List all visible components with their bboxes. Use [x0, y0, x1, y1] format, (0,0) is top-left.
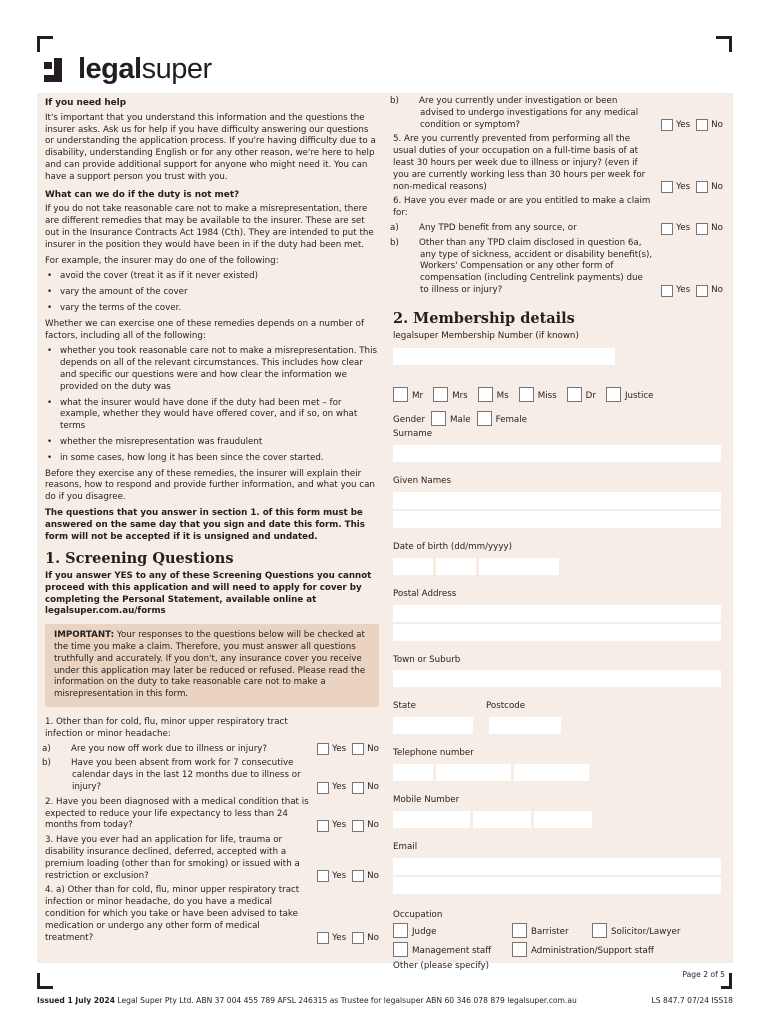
question-2 — [45, 797, 379, 832]
title-option-mrs[interactable]: Mrs — [433, 387, 468, 402]
question-text: Other than any TPD claim disclosed in question 6a, any type of sickness, accident or disability benefit(s), Workers' Compensation or any other form of compensation (including Centrelink payments) due to illness or injury? — [419, 237, 653, 295]
no-checkbox[interactable] — [352, 820, 364, 832]
before-paragraph: Before they exercise any of these remedies, the insurer will explain their reasons, how to respond and provide further information, and what you can do if you disagree. — [45, 468, 375, 503]
question-text: Have you been absent from work for 7 consecutive calendar days in the last 12 months due to illness or injury? — [71, 758, 301, 793]
title-checkbox[interactable] — [519, 387, 534, 402]
mobile-part-2[interactable] — [473, 811, 531, 828]
gender-checkbox[interactable] — [431, 411, 446, 426]
question-text: 1. Other than for cold, flu, minor upper respiratory tract infection or minor headache: — [45, 717, 288, 739]
right-column — [390, 96, 723, 1016]
yes-no-options: Yes No — [317, 820, 379, 832]
legalsuper-logo — [44, 53, 212, 86]
list-item: • whether you took reasonable care not to make a misrepresentation. This depends on all of the relevant circumstances. This includes how clear and specific our questions were and how clear the information we provided on the duty was — [45, 346, 379, 393]
town-suburb-input[interactable] — [393, 670, 721, 687]
postcode-label: Postcode — [486, 701, 526, 712]
duty-paragraph: If you do not take reasonable care not to make a misrepresentation, there are different remedies that may be available to the insurer. These are set out in the Insurance Contracts Act 1984 (Cth). They are intended to put the insurer in the position they would have been in if the duty had been met. — [45, 204, 374, 250]
title-option-ms[interactable]: Ms — [478, 387, 509, 402]
given-names-label: Given Names — [393, 476, 452, 487]
list-item: • vary the amount of the cover — [45, 287, 379, 299]
membership-number-field[interactable] — [393, 348, 723, 365]
title-checkbox[interactable] — [606, 387, 621, 402]
question-3 — [45, 835, 379, 882]
occupation-checkbox[interactable] — [512, 923, 527, 938]
occupation-options — [393, 923, 723, 957]
state-label: State — [393, 701, 416, 712]
title-option-mr[interactable]: Mr — [393, 387, 423, 402]
no-checkbox[interactable] — [352, 932, 364, 944]
question-text: 3. Have you ever had an application for life, trauma or disability insurance declined, deferred, accepted with a premium loading (other than for smoking) or issued with a restriction or exclusion? — [45, 835, 300, 881]
important-label: IMPORTANT: — [54, 630, 115, 641]
membership-number-input[interactable] — [393, 348, 615, 365]
occupation-checkbox[interactable] — [393, 942, 408, 957]
no-checkbox[interactable] — [696, 285, 708, 297]
dob-day-input[interactable] — [393, 558, 433, 575]
no-checkbox[interactable] — [352, 743, 364, 755]
mobile-label: Mobile Number — [393, 794, 460, 805]
yes-checkbox[interactable] — [661, 119, 673, 131]
yes-checkbox[interactable] — [317, 820, 329, 832]
question-6b: b) Other than any TPD claim disclosed in question 6a, any type of sickness, accident or disability benefit(s), Workers' Compensation or any other form of compensation (including Centrelink payments) due to illness or injury? Yes No — [390, 237, 723, 295]
important-notice — [45, 624, 379, 707]
postcode-input[interactable] — [489, 717, 561, 734]
gender-checkbox[interactable] — [477, 411, 492, 426]
document-reference: LS 847.7 07/24 ISS18 — [651, 996, 733, 1005]
important-text: Your responses to the questions below will be checked at the time you make a claim. Therefore, you must answer all questions truthfully and accurately. If you don't, any insurance cover you receive under this application may later be reduced or refused. Please read the information on the duty to take reasonable care not to make a misrepresentation in this form. — [54, 630, 366, 700]
duty-heading: What can we do if the duty is not met? — [45, 189, 240, 200]
list-item: • whether the misrepresentation was fraudulent — [45, 437, 379, 449]
postal-address-input-line-2[interactable] — [393, 624, 721, 641]
occupation-option-solicitor[interactable]: Solicitor/Lawyer — [592, 923, 680, 938]
no-checkbox[interactable] — [696, 223, 708, 235]
question-4b: b) Are you currently under investigation or been advised to undergo investigations for any medical condition or symptom? Yes No — [390, 96, 723, 130]
gender-option-female[interactable]: Female — [477, 411, 527, 426]
yes-no-options: Yes No — [317, 782, 379, 794]
yes-no-options: Yes No — [661, 181, 723, 193]
state-postcode-labels — [393, 701, 723, 713]
question-4a — [45, 885, 379, 944]
title-option-dr[interactable]: Dr — [567, 387, 596, 402]
no-checkbox[interactable] — [352, 870, 364, 882]
telephone-field — [393, 764, 723, 781]
example-paragraph: For example, the insurer may do one of the following: — [45, 255, 279, 266]
list-item: • in some cases, how long it has been since the cover started. — [45, 453, 379, 465]
postal-address-label: Postal Address — [393, 588, 457, 599]
yes-no-options: Yes No — [661, 119, 723, 131]
question-text: Are you currently under investigation or been advised to undergo investigations for any medical condition or symptom? — [419, 96, 639, 130]
yes-no-options: Yes No — [317, 870, 379, 882]
dob-year-input[interactable] — [479, 558, 559, 575]
occupation-checkbox[interactable] — [592, 923, 607, 938]
question-6 — [393, 196, 723, 220]
title-checkbox[interactable] — [567, 387, 582, 402]
footer-text: Legal Super Pty Ltd. ABN 37 004 455 789 AFSL 246315 as Trustee for legalsuper ABN 60 346 078 879 legalsuper.com.au — [115, 996, 577, 1005]
other-occupation-label: Other (please specify) — [393, 961, 490, 972]
help-paragraph: It's important that you understand this information and the questions the insurer asks. Ask us for help if you have difficulty answering our questions or understanding the application process. If you're having difficulty due to a disability, understanding English or for any other reason, we're here to help and can provide additional support for anyone who might need it. You can have a support person you trust with you. — [45, 112, 376, 182]
no-checkbox[interactable] — [352, 782, 364, 794]
occupation-checkbox[interactable] — [512, 942, 527, 957]
whether-paragraph: Whether we can exercise one of these remedies depends on a number of factors, including all of the following: — [45, 318, 365, 341]
list-item: • avoid the cover (treat it as if it never existed) — [45, 271, 379, 283]
yes-no-options: Yes No — [317, 743, 379, 755]
yes-checkbox[interactable] — [661, 181, 673, 193]
occupation-option-barrister[interactable]: Barrister — [512, 923, 592, 938]
email-input-line-2[interactable] — [393, 877, 721, 894]
gender-option-male[interactable]: Male — [431, 411, 471, 426]
crop-mark-top-left — [37, 36, 53, 52]
logo-mark-icon — [44, 58, 70, 82]
gender-options — [393, 411, 723, 426]
occupation-label: Occupation — [393, 909, 443, 920]
phone-number-part-2[interactable] — [514, 764, 589, 781]
logo-text: legalsuper — [78, 53, 212, 85]
question-1 — [45, 717, 379, 741]
membership-number-label: legalsuper Membership Number (if known) — [393, 330, 579, 341]
crop-mark-top-right — [716, 36, 732, 52]
question-text: 5. Are you currently prevented from performing all the usual duties of your occupation on a full-time basis of at least 30 hours per week due to illness or injury? (even if you are currently working less than 30 hours per week for non-medical reasons) — [393, 134, 646, 192]
state-postcode-fields — [393, 717, 723, 734]
section-1-intro: If you answer YES to any of these Screening Questions you cannot proceed with this application and will need to apply for cover by completing the Personal Statement, available online at legalsuper.com.au/forms — [45, 571, 372, 617]
postal-address-input-line-1[interactable] — [393, 605, 721, 622]
occupation-option-management[interactable]: Management staff — [393, 942, 512, 957]
footer — [37, 996, 737, 1005]
question-6a: a) Any TPD benefit from any source, or Yes No — [390, 222, 723, 233]
section-1-title: 1. Screening Questions — [45, 550, 234, 568]
yes-checkbox[interactable] — [317, 782, 329, 794]
question-1a: a) Are you now off work due to illness or injury? Yes No — [42, 743, 379, 754]
town-suburb-label: Town or Suburb — [393, 654, 461, 665]
occupation-option-judge[interactable]: Judge — [393, 923, 512, 938]
help-heading: If you need help — [45, 98, 127, 108]
given-names-input-line-1[interactable] — [393, 492, 721, 509]
no-checkbox[interactable] — [696, 119, 708, 131]
title-option-justice[interactable]: Justice — [606, 387, 654, 402]
page-number: Page 2 of 5 — [682, 970, 725, 979]
yes-checkbox[interactable] — [661, 223, 673, 235]
dob-month-input[interactable] — [436, 558, 476, 575]
list-item: • vary the terms of the cover. — [45, 303, 379, 315]
mobile-field — [393, 811, 723, 828]
yes-checkbox[interactable] — [661, 285, 673, 297]
surname-label: Surname — [393, 429, 433, 440]
no-checkbox[interactable] — [696, 181, 708, 193]
gender-label: Gender — [393, 414, 426, 425]
state-input[interactable] — [393, 717, 473, 734]
title-checkbox[interactable] — [433, 387, 448, 402]
question-5 — [393, 134, 723, 193]
footer-issued: Issued 1 July 2024 — [37, 996, 115, 1005]
given-names-input-line-2[interactable] — [393, 511, 721, 528]
occupation-option-administration[interactable]: Administration/Support staff — [512, 942, 654, 957]
yes-checkbox[interactable] — [317, 743, 329, 755]
title-checkbox[interactable] — [478, 387, 493, 402]
title-checkbox[interactable] — [393, 387, 408, 402]
phone-area-input[interactable] — [393, 764, 433, 781]
surname-input[interactable] — [393, 445, 721, 462]
question-1b: b) Have you been absent from work for 7 consecutive calendar days in the last 12 months due to illness or injury? Yes No — [42, 758, 379, 793]
section-2-title: 2. Membership details — [393, 309, 575, 327]
occupation-checkbox[interactable] — [393, 923, 408, 938]
yes-checkbox[interactable] — [317, 932, 329, 944]
yes-no-options: Yes No — [317, 932, 379, 944]
mobile-part-3[interactable] — [534, 811, 592, 828]
yes-no-options: Yes No — [661, 223, 723, 235]
other-occupation-input-line-1[interactable] — [393, 978, 721, 995]
date-of-birth-label: Date of birth (dd/mm/yyyy) — [393, 541, 512, 552]
email-input-line-1[interactable] — [393, 858, 721, 875]
question-text: 2. Have you been diagnosed with a medical condition that is expected to reduce your life expectancy to less than 24 months from today? — [45, 796, 309, 831]
telephone-label: Telephone number — [393, 748, 474, 759]
title-options — [393, 387, 723, 402]
question-text: Are you now off work due to illness or injury? — [71, 743, 268, 754]
question-text: 6. Have you ever made or are you entitled to make a claim for: — [393, 196, 651, 219]
signature-requirement-note: The questions that you answer in section 1. of this form must be answered on the same day that you sign and date this form. This form will not be accepted if it is unsigned and undated. — [45, 507, 365, 542]
date-of-birth-field — [393, 558, 723, 575]
email-label: Email — [393, 841, 418, 852]
crop-mark-bottom-left — [37, 973, 53, 989]
phone-number-part-1[interactable] — [436, 764, 511, 781]
left-column — [42, 96, 379, 947]
title-option-miss[interactable]: Miss — [519, 387, 557, 402]
yes-no-options: Yes No — [661, 285, 723, 297]
factors-list — [45, 346, 379, 464]
mobile-part-1[interactable] — [393, 811, 470, 828]
remedies-list — [45, 271, 379, 314]
yes-checkbox[interactable] — [317, 870, 329, 882]
question-text: Any TPD benefit from any source, or — [419, 222, 577, 233]
list-item: • what the insurer would have done if the duty had been met – for example, whether they would have offered cover, and if so, on what terms — [45, 398, 379, 433]
question-text: 4. a) Other than for cold, flu, minor upper respiratory tract infection or minor headache, do you have a medical condition for which you take or have been advised to take medication or undergo any other form of medical treatment? — [45, 885, 300, 943]
